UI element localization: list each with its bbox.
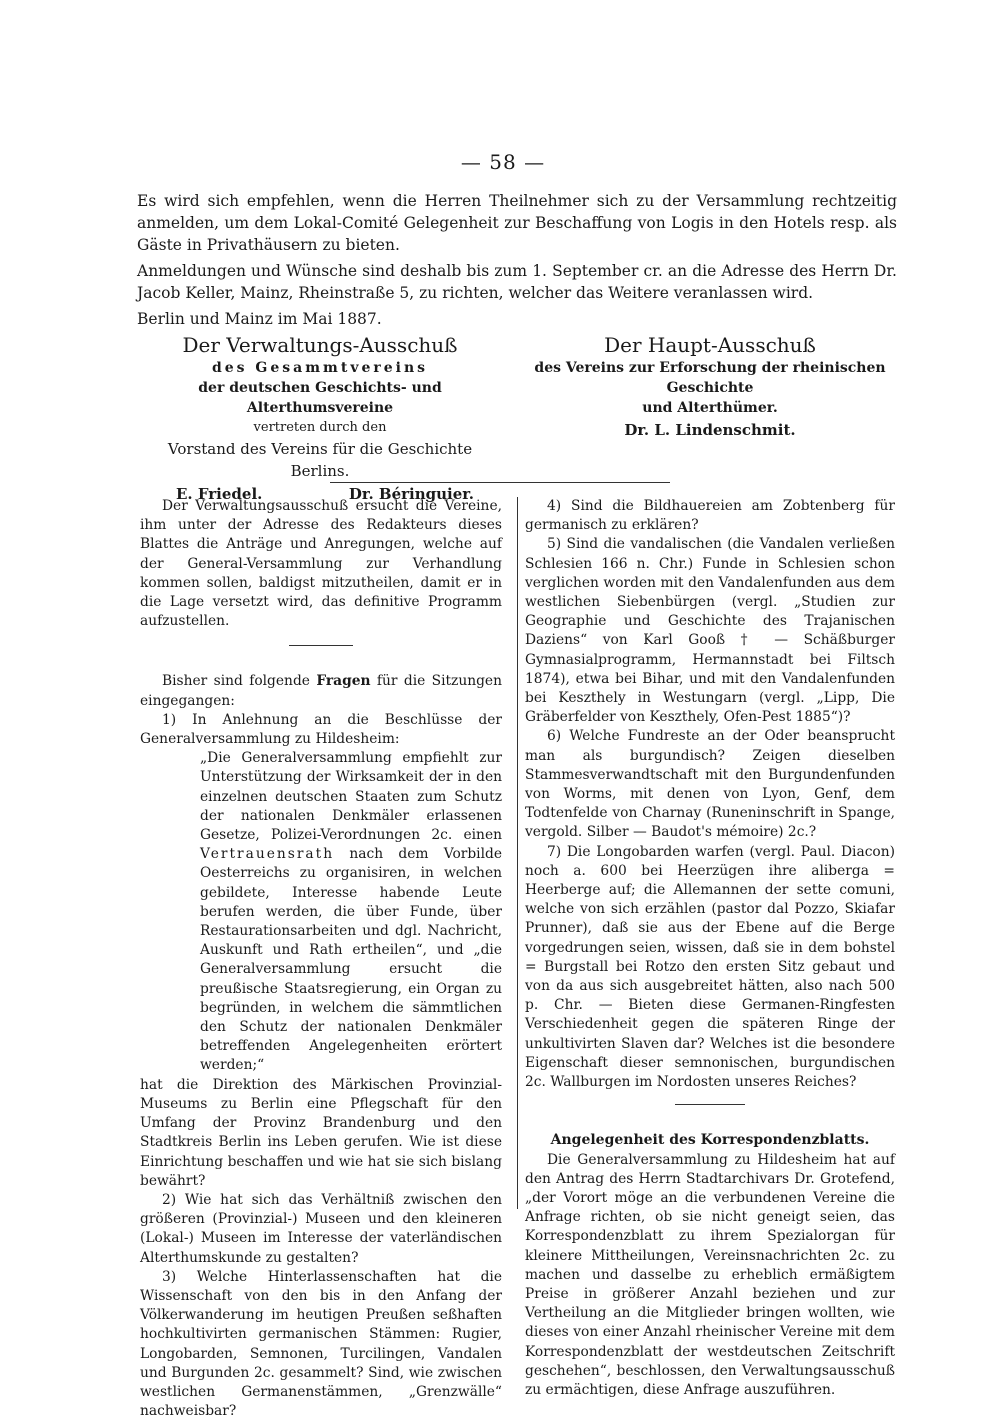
questions-intro-keyword: Fragen (316, 673, 371, 690)
signatory-lindenschmit: Dr. L. Lindenschmit. (624, 421, 796, 439)
signature-left-line2: der deutschen Geschichts- und Alterthumsvereine (198, 380, 442, 416)
signature-right-line1: des Vereins zur Erforschung der rheinischen Geschichte (534, 360, 886, 396)
quote-emphasis: Vertrauensrath (200, 846, 335, 863)
signatory-beringuier: Dr. Béringuier. (348, 485, 474, 503)
page-number: — 58 — (460, 150, 546, 174)
signature-block-main-committee (520, 332, 900, 442)
question-1-text: hat die Direktion des Märkischen Provinzial-Museums zu Berlin eine Pflegschaft für den Umfang der Provinz Brandenburg und den Stadtkreis Berlin ins Leben gerufen. Wie ist diese Einrichtung beschaffen und wie hat sie sich bislang bewährt? (140, 1076, 502, 1189)
question-6: 6) Welche Fundreste an der Oder beansprucht man als burgundisch? Zeigen dieselben Stammesverwandtschaft mit den Burgundenfunden von Worms, mit denen von Lyon, Genf, dem Todtenfelde von Charnay (Runeninschrift in Spange, vergold. Silber — Baudot's mémoire) 2c.? (525, 728, 895, 841)
signature-right-heading: Der Haupt-Ausschuß (604, 333, 816, 357)
signature-block-administration (140, 332, 500, 506)
question-4: 4) Sind die Bildhauereien am Zobtenberg für germanisch zu erklären? (525, 498, 895, 534)
question-3: 3) Welche Hinterlassenschaften hat die Wissenschaft von den bis in den Anfang der Völkerwanderung im heutigen Preußen seßhaften hochkultivirten germanischen Stämmen: Rugier, Longobarden, Semnonen, Turcilingen, Vandalen und Burgunden 2c. gesammelt? Sind, wie zwischen westlichen Germanenstämmen, „Grenzwälle“ nachweisbar? (140, 1268, 502, 1420)
intro-paragraph-registration: Es wird sich empfehlen, wenn die Herren Theilnehmer sich zu der Versammlung rechtzeitig anmelden, um dem Lokal-Comité Gelegenheit zur Beschaffung von Logis in den Hotels resp. als Gäste in Privathäusern zu bieten. (137, 192, 897, 254)
section-divider (330, 482, 670, 483)
committee-request: Der Verwaltungsausschuß ersucht die Vereine, ihm unter der Adresse des Redakteurs dieses Blattes die Anträge und Anregungen, welche auf der General-Versammlung zur Verhandlung kommen sollen, baldigst mitzutheilen, damit er in die Lage versetzt wird, das definitive Programm aufzustellen. (140, 498, 502, 630)
right-column-rule (675, 1104, 745, 1105)
question-1-intro: 1) In Anlehnung an die Beschlüsse der Generalversammlung zu Hildesheim: (140, 711, 502, 748)
question-1-quote: „Die Generalversammlung empfiehlt zur Unterstützung der Wirksamkeit der in den einzelnen deutschen Staaten zum Schutz der nationalen Denkmäler erlassenen Gesetze, Polizei-Verordnungen 2c. einen Vertrauensrath nach dem Vorbilde Oesterreichs zu organisiren, in welchen gebildete, Interesse habende Leute berufen werden, die über Funde, über Restaurationsarbeiten und dgl. Nachricht, Auskunft und Rath ertheilen“, und „die Generalversammlung ersucht die preußische Staatsregierung, ein Organ zu begründen, in welchem die sämmtlichen den Schutz der nationalen Denkmäler betreffenden Angelegenheiten erörtert werden;“ (200, 750, 502, 1074)
question-7: 7) Die Longobarden warfen (vergl. Paul. Diacon) noch a. 600 bei Heerzügen ihre aliberga = Heerberge auf; die Allemannen der sette comuni, welche von sich erzählen (pastor dal Pozzo, Skiafar Prunner), daß sie aus der Ebene auf die Berge vorgedrungen seien, wissen, daß sie in dem bohstel = Burgstall bei Rotzo den ersten Sitz gebaut und von da aus sich ausgebreitet hätten, also nach 500 p. Chr. — Bieten diese Germanen-Ringfesten Verschiedenheit gegen die späteren Ringe der unkultivirten Slaven dar? Welches ist die besondere Eigenschaft dieser semnonischen, burgundischen 2c. Wallburgen im Nordosten unseres Reiches? (525, 843, 895, 1091)
right-column (525, 497, 895, 1400)
signatory-friedel: E. Friedel. (176, 485, 263, 503)
signature-left-line3: vertreten durch den (253, 420, 387, 435)
questions-intro: Bisher sind folgende Fragen für die Sitzungen eingegangen: (140, 673, 502, 709)
question-5: 5) Sind die vandalischen (die Vandalen verließen Schlesien 166 n. Chr.) Funde in Schlesien schon verglichen worden mit den Vandalenfunden aus dem westlichen Siebenbürgen (vergl. „Studien zur Geographie und Geschichte des Trajanischen Daziens“ von Karl Gooß † — Schäßburger Gymnasialprogramm, Hermannstadt bei Filtsch 1874), etwa bei Bihar, und mit den Vandalenfunden bei Keszthely in Westungarn (vergl. „Lipp, Die Gräberfelder von Keszthely, Ofen-Pest 1885“)? (525, 536, 895, 726)
signature-left-line4: Vorstand des Vereins für die Geschichte Berlins. (167, 440, 473, 480)
question-2: 2) Wie hat sich das Verhältniß zwischen den größeren (Provinzial-) Museen und den kleineren (Lokal-) Museen im Interesse der vaterländischen Alterthumskunde zu gestalten? (140, 1191, 502, 1266)
column-divider (517, 497, 518, 1209)
signature-left-line1: des Gesammtvereins (211, 360, 429, 376)
signature-left-heading: Der Verwaltungs-Ausschuß (182, 333, 458, 357)
left-column (140, 497, 502, 1421)
section-heading-korrespondenzblatt: Angelegenheit des Korrespondenzblatts. (550, 1132, 870, 1149)
korrespondenzblatt-decision: Die Generalversammlung zu Hildesheim hat auf den Antrag des Herrn Stadtarchivars Dr. Grotefend, „der Vorort möge an die verbundenen Vereine die Anfrage richten, ob sie nicht geneigt seien, das Korrespondenzblatt zu ihrem Spezialorgan für kleinere Mittheilungen, Vereinsnachrichten 2c. zu machen und dasselbe zu erheblich ermäßigtem Preise in größerer Anzahl beziehen und zur Vertheilung an die Mitglieder bringen wollten, wie dieses von einer Anzahl rheinischer Vereine mit dem Korrespondenzblatt der westdeutschen Zeitschrift geschehen“, beschlossen, den Verwaltungsausschuß zu ermächtigen, diese Anfrage auszuführen. (525, 1151, 895, 1398)
intro-paragraph-address: Anmeldungen und Wünsche sind deshalb bis zum 1. September cr. an die Adresse des Herrn Dr. Jacob Keller, Mainz, Rheinstraße 5, zu richten, welcher das Weitere veranlassen wird. (137, 262, 897, 302)
intro-place-date: Berlin und Mainz im Mai 1887. (137, 310, 382, 328)
intro-notice (137, 190, 897, 334)
signature-right-line2: und Alterthümer. (642, 400, 778, 416)
left-column-rule (289, 645, 353, 646)
